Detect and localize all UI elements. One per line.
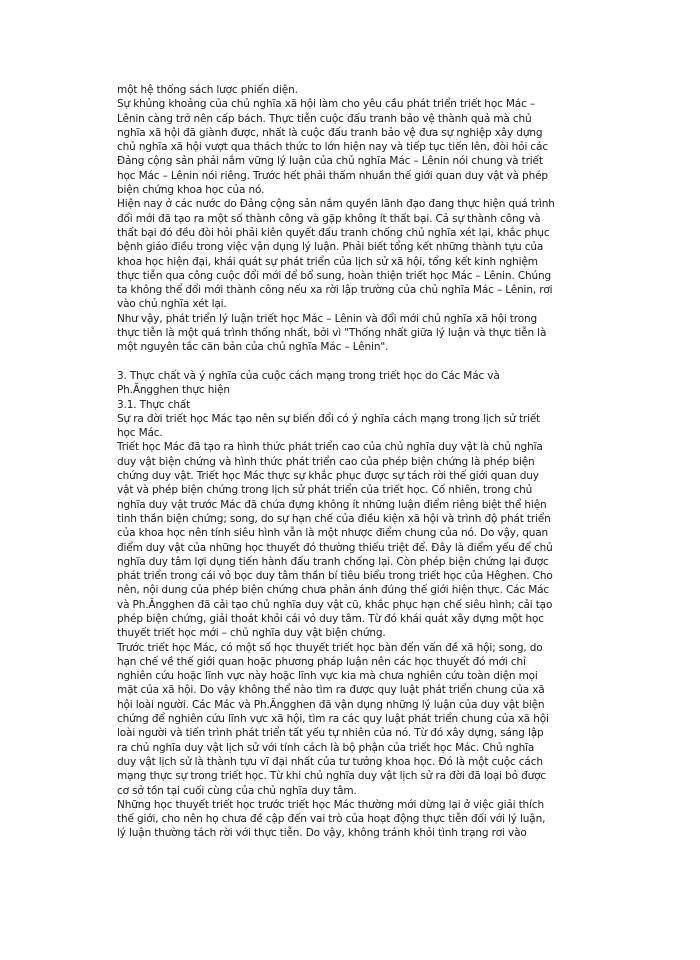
text-line: 3.1. Thực chất bbox=[117, 398, 191, 411]
text-line: Sự khủng khoảng của chủ nghĩa xã hội làm cho yêu cầu phát triển triết học Mác – bbox=[117, 98, 536, 111]
text-line: thuyết triết học mới – chủ nghĩa duy vật biện chứng. bbox=[117, 627, 386, 640]
paragraph bbox=[117, 798, 587, 841]
text-line: nên, nội dung của phép biện chứng chưa phản ánh đúng thế giới hiện thực. Các Mác bbox=[117, 584, 550, 597]
text-line: lý luận thường tách rời với thực tiễn. Do vậy, không tránh khỏi tình trạng rơi vào bbox=[117, 827, 527, 840]
paragraph bbox=[117, 83, 587, 97]
text-line: duy vật biện chứng và hình thức phát triển cao của phép biện chứng là phép biện bbox=[117, 455, 535, 468]
text-line: thực tiễn qua công cuộc đổi mới để bổ sung, hoàn thiện triết học Mác – Lênin. Chúng bbox=[117, 269, 552, 282]
text-line: Lênin càng trở nên cấp bách. Thực tiễn cuộc đấu tranh bảo vệ thành quả mà chủ bbox=[117, 112, 532, 125]
text-line: bệnh giáo điều trong việc vận dụng lý luận. Phải biết tổng kết những thành tựu của bbox=[117, 241, 544, 254]
text-line: Trước triết học Mác, có một số học thuyết triết học bàn đến vấn đề xã hội; song, do bbox=[117, 641, 543, 654]
text-line: ta không thể đổi mới thành công nếu xa rời lập trường của chủ nghĩa Mác – Lênin, rơi bbox=[117, 284, 553, 297]
text-line: hạn chế về thế giới quan hoặc phương pháp luận nên các học thuyết đó mới chỉ bbox=[117, 655, 526, 668]
text-line: loài người và tiến trình phát triển tất yếu tự nhiên của nó. Từ đó xây dựng, sáng lập bbox=[117, 727, 544, 740]
paragraph bbox=[117, 197, 587, 311]
paragraph bbox=[117, 97, 587, 197]
text-line: vật và phép biện chứng trong lịch sử phát triển của triết học. Cố nhiên, trong chủ bbox=[117, 484, 533, 497]
text-line: một hệ thống sách lược phiến diện. bbox=[117, 84, 298, 96]
text-line: duy vật lịch sử là thành tựu vĩ đại nhất của tư tưởng khoa học. Đó là một cuộc cách bbox=[117, 755, 543, 768]
text-line: 3. Thực chất và ý nghĩa của cuộc cách mạng trong triết học do Các Mác và bbox=[117, 369, 500, 382]
text-line: Những học thuyết triết học trước triết học Mác thường mới dừng lại ở việc giải thích bbox=[117, 798, 544, 811]
text-line: một nguyên tắc căn bản của chủ nghĩa Mác – Lênin". bbox=[117, 341, 389, 354]
text-line: nghĩa xã hội đã giành được, nhất là cuộc đấu tranh bảo vệ đưa sự nghiệp xây dựng bbox=[117, 126, 543, 139]
text-line: nghĩa duy vật trước Mác đã chứa đựng không ít những luận điểm riêng biệt thể hiện bbox=[117, 498, 547, 511]
paragraph bbox=[117, 440, 587, 640]
text-line: chứng duy vật. Triết học Mác thực sự khắc phục được sự tách rời thế giới quan duy bbox=[117, 470, 539, 483]
text-line: chứng để nghiên cứu lĩnh vực xã hội, tìm ra các quy luật phát triển chung của xã hội bbox=[117, 713, 549, 726]
text-line: khoa học hiện đại, khái quát sự phát triển của lịch sử xã hội, tổng kết kinh nghiệm bbox=[117, 255, 538, 268]
paragraph bbox=[117, 641, 587, 798]
text-line: thất bại đó đều đòi hỏi phải kiên quyết đấu tranh chống chủ nghĩa xét lại, khắc phục bbox=[117, 226, 550, 239]
text-line: cơ sở tồn tại cuối cùng của chủ nghĩa duy tâm. bbox=[117, 784, 357, 797]
text-line: học Mác – Lênin nói riêng. Trước hết phải thấm nhuần thế giới quan duy vật và phép bbox=[117, 169, 548, 182]
section-heading bbox=[117, 398, 587, 412]
document-page bbox=[117, 83, 587, 841]
text-line: biện chứng khoa học của nó. bbox=[117, 184, 265, 197]
text-line: của khoa học nên tính siêu hình vẫn là một nhược điểm chung của nó. Do vậy, quan bbox=[117, 527, 549, 540]
text-line: nghĩa duy tâm lợi dụng tiến hành đấu tranh chống lại. Còn phép biện chứng lại được bbox=[117, 555, 549, 568]
blank-line bbox=[117, 355, 587, 369]
text-line: nghiên cứu hoặc lĩnh vực này hoặc lĩnh vực kia mà chưa nghiên cứu toàn diện mọi bbox=[117, 670, 538, 683]
text-line: tinh thần biện chứng; song, do sự hạn chế của điều kiện xã hội và trình độ phát triển bbox=[117, 512, 551, 525]
text-line: vào chủ nghĩa xét lại. bbox=[117, 298, 227, 311]
text-line: Ph.Ăngghen thực hiện bbox=[117, 384, 230, 397]
text-line: ra chủ nghĩa duy vật lịch sử với tính cách là bộ phận của triết học Mác. Chủ nghĩa bbox=[117, 741, 535, 754]
text-line: thực tiễn là một quá trình thống nhất, bởi vì "Thống nhất giữa lý luận và thực tiễn là bbox=[117, 327, 547, 340]
text-line: Sự ra đời triết học Mác tạo nên sự biến đổi có ý nghĩa cách mạng trong lịch sử triết bbox=[117, 412, 541, 425]
text-line: mặt của xã hội. Do vậy không thể nào tìm ra được quy luật phát triển chung của xã bbox=[117, 684, 545, 697]
section-heading bbox=[117, 369, 587, 398]
text-line: Triết học Mác đã tạo ra hình thức phát triển cao của chủ nghĩa duy vật là chủ nghĩa bbox=[117, 441, 543, 454]
text-line: Đảng cộng sản phải nắm vững lý luận của chủ nghĩa Mác – Lênin nói chung và triết bbox=[117, 155, 543, 168]
text-line: phát triển trong cái vỏ bọc duy tâm thần bí tiêu biểu trong triết học của Hêghen. Cho bbox=[117, 570, 553, 583]
text-line: đổi mới đã tạo ra một số thành công và gặp không ít thất bại. Cả sự thành công và bbox=[117, 212, 541, 225]
text-line: phép biện chứng, giải thoát khỏi cái vỏ duy tâm. Từ đó khái quát xây dựng một học bbox=[117, 612, 544, 625]
text-line: Như vậy, phát triển lý luận triết học Mác – Lênin và đổi mới chủ nghĩa xã hội trong bbox=[117, 312, 537, 325]
paragraph bbox=[117, 412, 587, 441]
text-line: mạng thực sự trong triết học. Từ khi chủ nghĩa duy vật lịch sử ra đời đã loại bỏ được bbox=[117, 770, 547, 783]
text-line: thế giới, cho nên họ chưa đề cập đến vai trò của hoạt động thực tiễn đối với lý luận, bbox=[117, 813, 546, 826]
text-line: Hiện nay ở các nước do Đảng cộng sản nắm quyền lãnh đạo đang thực hiện quá trình bbox=[117, 198, 555, 211]
paragraph bbox=[117, 312, 587, 355]
text-line: chủ nghĩa xã hội vượt qua thách thức to lớn hiện nay và tiếp tục tiến lên, đòi hỏi các bbox=[117, 141, 548, 154]
text-line: hội loài người. Các Mác và Ph.Ăngghen đã vận dụng những lý luận của duy vật biện bbox=[117, 698, 545, 711]
text-line: và Ph.Ăngghen đã cải tạo chủ nghĩa duy vật cũ, khắc phục hạn chế siêu hình; cải tạo bbox=[117, 598, 553, 611]
text-line: điểm duy vật của những học thuyết đó thường thiếu triệt để. Đây là điểm yếu để chủ bbox=[117, 541, 553, 554]
text-line: học Mác. bbox=[117, 427, 163, 440]
